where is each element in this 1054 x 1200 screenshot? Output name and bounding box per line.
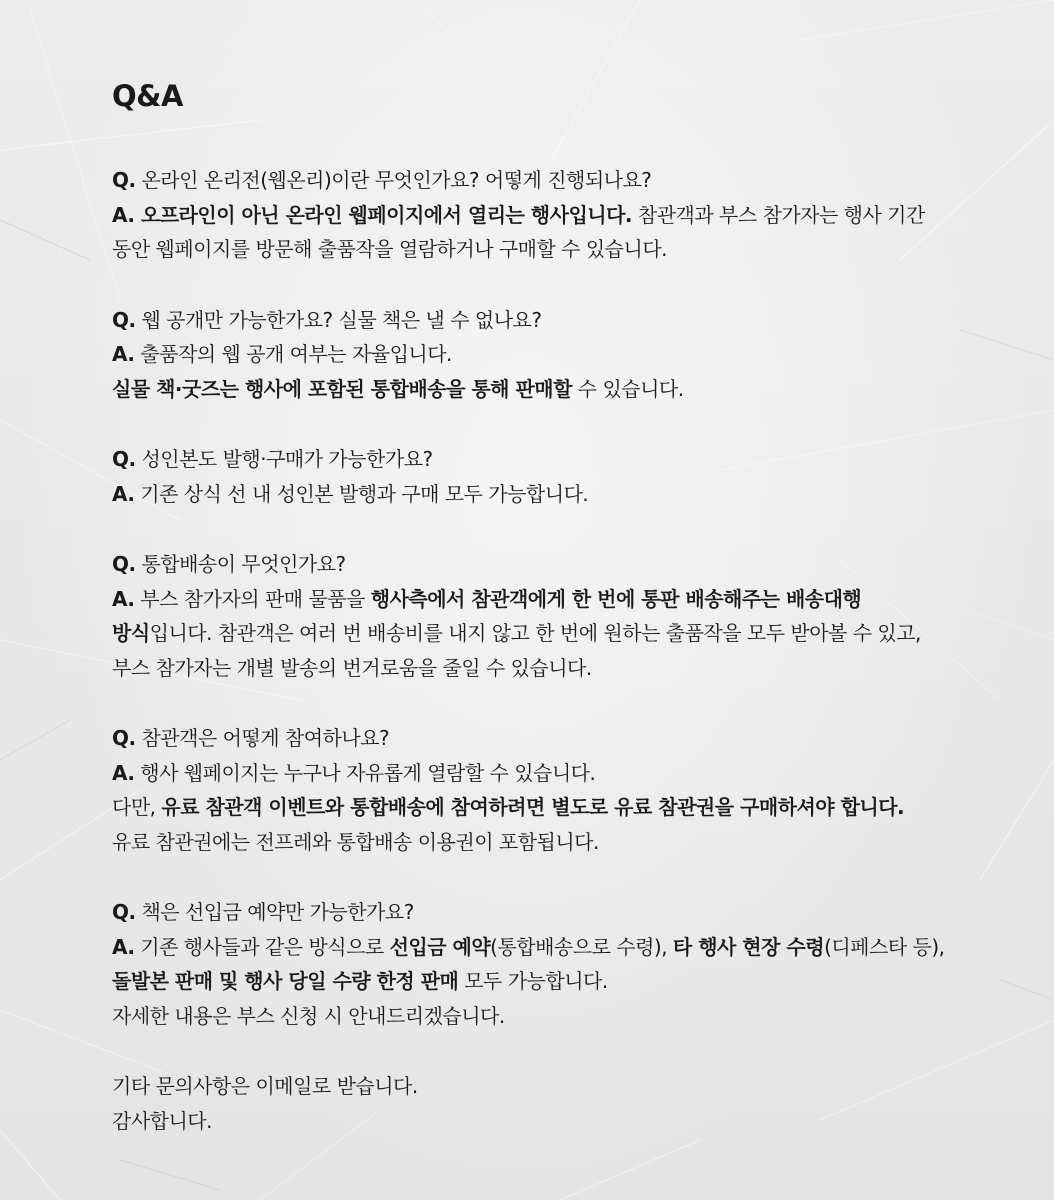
question (112, 442, 1012, 477)
answer-text: 행사 웹페이지는 누구나 자유롭게 열람할 수 있습니다. (134, 760, 596, 785)
answer-line (112, 232, 1012, 267)
answer-line (112, 477, 1012, 512)
answer-text: 부스 참가자는 개별 발송의 번거로움을 줄일 수 있습니다. (112, 655, 592, 680)
answer-text: 자세한 내용은 부스 신청 시 안내드리겠습니다. (112, 1003, 505, 1028)
question-prefix: Q. (112, 447, 136, 471)
question-prefix: Q. (112, 168, 136, 192)
answer-prefix: A. (112, 586, 135, 611)
answer-prefix: A. (112, 760, 135, 785)
answer-text: 기존 상식 선 내 성인본 발행과 구매 모두 가능합니다. (134, 481, 589, 506)
answer-text-bold: 타 행사 현장 수령 (672, 934, 825, 959)
answer-text: 수 있습니다. (571, 376, 684, 401)
qa-document (112, 78, 1012, 1138)
answer-text-bold: 돌발본 판매 및 행사 당일 수량 한정 판매 (112, 969, 459, 993)
question-text: 온라인 온리전(웹온리)이란 무엇인가요? 어떻게 진행되나요? (135, 168, 652, 192)
question (112, 547, 1012, 582)
answer-text-bold: 선입금 예약 (389, 934, 491, 959)
answer-text: (통합배송으로 수령), (490, 934, 673, 959)
page-title: Q&A (112, 79, 183, 113)
answer-text: 동안 웹페이지를 방문해 출품작을 열람하거나 구매할 수 있습니다. (112, 237, 667, 261)
answer-prefix: A. (112, 202, 135, 227)
qa-list (112, 163, 1012, 1033)
answer-prefix: A. (112, 934, 135, 959)
answer-text-bold: 행사측에서 참관객에게 한 번에 통판 배송해주는 배송대행 (370, 586, 862, 611)
answer-line (112, 582, 1012, 617)
question-text: 책은 선입금 예약만 가능한가요? (135, 900, 414, 924)
answer-line (112, 790, 1012, 825)
answer-prefix: A. (112, 481, 135, 506)
qa-item (112, 303, 1012, 407)
answer-text-bold: 방식 (112, 621, 150, 645)
closing-line: 기타 문의사항은 이메일로 받습니다. (112, 1074, 418, 1098)
qa-item (112, 547, 1012, 685)
answer-text-bold: 유료 참관객 이벤트와 통합배송에 참여하려면 별도로 유료 참관권을 구매하셔야 합니다. (161, 795, 905, 819)
answer-text: 부스 참가자의 판매 물품을 (134, 586, 371, 611)
answer-line (112, 964, 1012, 999)
answer-line (112, 930, 1012, 965)
answer-line (112, 616, 1012, 651)
question-prefix: Q. (112, 307, 136, 332)
question-text: 성인본도 발행·구매가 가능한가요? (135, 447, 433, 471)
question-prefix: Q. (112, 552, 136, 576)
answer-line (112, 337, 1012, 372)
answer-line (112, 198, 1012, 233)
qa-item (112, 895, 1012, 1033)
answer-text: 유료 참관권에는 전프레와 통합배송 이용권이 포함됩니다. (112, 829, 599, 854)
question-text: 통합배송이 무엇인가요? (135, 552, 346, 576)
answer-text: 출품작의 웹 공개 여부는 자율입니다. (134, 342, 452, 366)
answer-text: 입니다. 참관객은 여러 번 배송비를 내지 않고 한 번에 원하는 출품작을 모두 받아볼 수 있고, (149, 621, 921, 645)
question (112, 303, 1012, 338)
answer-text: (디페스타 등), (824, 934, 945, 959)
answer-text-bold: 오프라인이 아닌 온라인 웹페이지에서 열리는 행사입니다. (134, 202, 633, 227)
question (112, 163, 1012, 198)
answer-line (112, 999, 1012, 1034)
answer-line (112, 651, 1012, 686)
question-text: 참관객은 어떻게 참여하나요? (135, 726, 390, 750)
closing-line: 감사합니다. (112, 1108, 212, 1133)
answer-line (112, 825, 1012, 860)
answer-text: 모두 가능합니다. (458, 969, 608, 993)
answer-text: 참관객과 부스 참가자는 행사 기간 (632, 202, 925, 227)
qa-item (112, 721, 1012, 859)
answer-line (112, 756, 1012, 791)
answer-prefix: A. (112, 342, 135, 366)
question (112, 721, 1012, 756)
question-prefix: Q. (112, 726, 136, 750)
question-prefix: Q. (112, 900, 136, 924)
qa-item (112, 163, 1012, 267)
answer-line (112, 372, 1012, 407)
answer-text: 기존 행사들과 같은 방식으로 (134, 934, 390, 959)
closing-block (112, 1069, 1012, 1138)
question (112, 895, 1012, 930)
question-text: 웹 공개만 가능한가요? 실물 책은 낼 수 없나요? (135, 307, 542, 332)
qa-item (112, 442, 1012, 511)
answer-text: 다만, (112, 795, 162, 819)
answer-text-bold: 실물 책·굿즈는 행사에 포함된 통합배송을 통해 판매할 (112, 376, 572, 401)
